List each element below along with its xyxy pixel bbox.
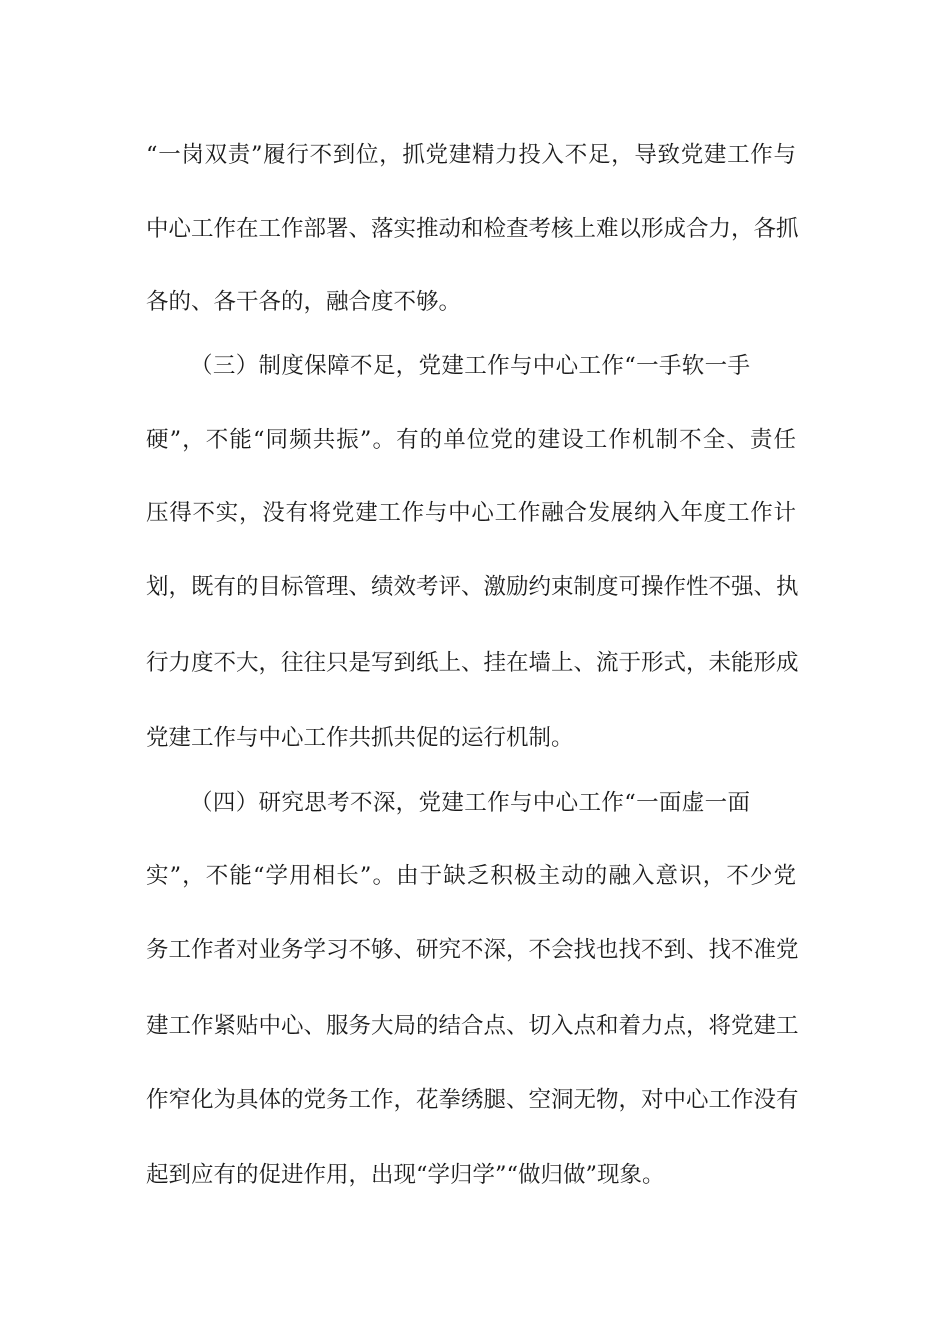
text-line-2: 中心工作在工作部署、落实推动和检查考核上难以形成合力，各抓	[146, 216, 799, 242]
section-heading-3: （三）制度保障不足，党建工作与中心工作“一手软一手	[190, 353, 750, 379]
text-line-7: 划，既有的目标管理、绩效考评、激励约束制度可操作性不强、执	[146, 574, 799, 600]
text-line-6: 压得不实，没有将党建工作与中心工作融合发展纳入年度工作计	[146, 500, 796, 526]
text-line-9: 党建工作与中心工作共抓共促的运行机制。	[146, 725, 574, 751]
text-line-13: 建工作紧贴中心、服务大局的结合点、切入点和着力点，将党建工	[146, 1013, 799, 1039]
text-line-8: 行力度不大，往往只是写到纸上、挂在墙上、流于形式，未能形成	[146, 650, 799, 676]
text-line-12: 务工作者对业务学习不够、研究不深，不会找也找不到、找不准党	[146, 937, 799, 963]
text-line-14: 作窄化为具体的党务工作，花拳绣腿、空洞无物，对中心工作没有	[146, 1087, 799, 1113]
text-line-15: 起到应有的促进作用，出现“学归学”“做归做”现象。	[146, 1162, 665, 1188]
text-line-5: 硬”，不能“同频共振”。有的单位党的建设工作机制不全、责任	[146, 427, 796, 453]
text-line-11: 实”，不能“学用相长”。由于缺乏积极主动的融入意识，不少党	[146, 863, 796, 889]
section-heading-4: （四）研究思考不深，党建工作与中心工作“一面虚一面	[190, 790, 750, 816]
text-line-1: “一岗双责”履行不到位，抓党建精力投入不足，导致党建工作与	[146, 142, 796, 168]
text-line-3: 各的、各干各的，融合度不够。	[146, 289, 462, 315]
